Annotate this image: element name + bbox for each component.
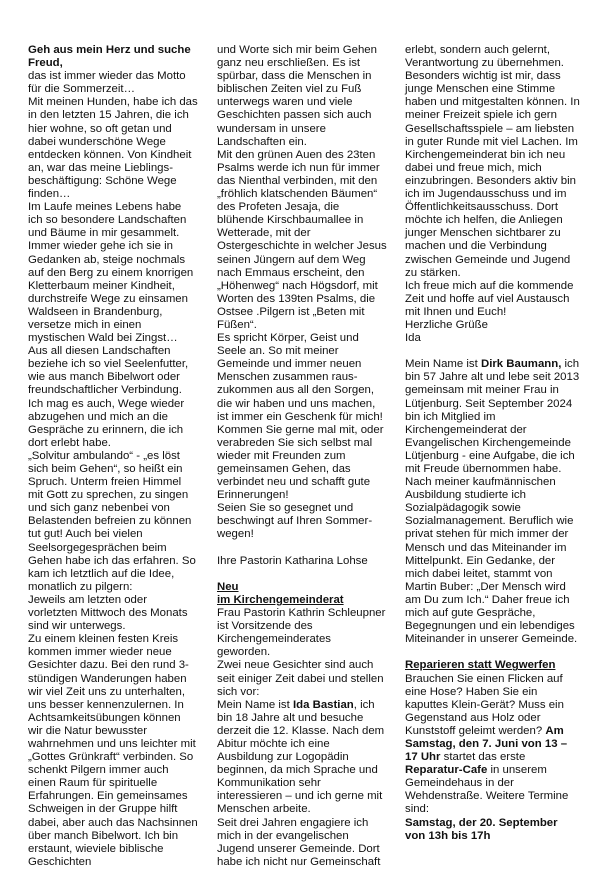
column-left: [28, 44, 198, 869]
ida-name: Ida Bastian: [292, 698, 354, 711]
repair-text: [405, 673, 580, 817]
dirk-name: Dirk Baumann,: [480, 358, 562, 371]
section-heading-new: Neu: [217, 580, 239, 593]
repair-cafe: Reparatur-Cafe: [405, 764, 488, 777]
ida-lead: Mein Name ist: [217, 698, 293, 711]
ida-intro: [217, 699, 387, 869]
dirk-text: ich bin 57 Jahre alt und lebe seit 2013 gemeinsam mit meiner Frau in Lütjenburg. Seit September 2024 bin ich Mitglied im Kirchengemeinderat der Evangelischen Kirchengemeinde Lütjenburg - eine Aufgabe, die ich mit Freude übernommen habe. Nach meiner kaufmännischen Ausbildung studierte ich Sozialpädagogik sowie Sozialmanagement. Beruflich wie privat stehen für mich immer der Mensch und das Miteinander im Mittelpunkt. Ein Gedanke, der mich dabei leitet, stammt von Martin Buber: „Der Mensch wird am Du zum Ich.“ Daher freue ich mich auf gute Gespräche, Begegnungen und ein lebendiges Miteinander in unserer Gemeinde.: [405, 358, 580, 646]
repair-location: in unserem Gemeindehaus in der Wehdenstraße. Weitere Termine sind:: [405, 764, 569, 816]
repair-date: Am Samstag, den 7. Juni von 13 – 17 Uhr: [405, 724, 568, 764]
dirk-intro: [405, 358, 580, 646]
ida-text: , ich bin 18 Jahre alt und besuche derzeit die 12. Klasse. Nach dem Abitur möchte ich eine Ausbildung zur Logopädin beginnen, da mich Sprache und Kommunikation sehr interessieren – und ich gerne mit Menschen arbeite. Seit drei Jahren engagiere ich mich in der evangelischen Jugend unserer Gemeinde. Dort habe ich nicht nur Gemeinschaft: [217, 698, 385, 868]
article-heading: Geh aus mein Herz und suche Freud,: [28, 44, 191, 70]
repair-intro: Brauchen Sie einen Flicken auf eine Hose? Haben Sie ein kaputtes Klein-Gerät? Muss ein Gegenstand aus Holz oder Kunststoff geleimt werden?: [405, 672, 564, 737]
column-middle: [217, 44, 387, 869]
dirk-lead: Mein Name ist: [405, 358, 481, 371]
section-heading-council: im Kirchengemeinderat: [217, 593, 344, 606]
article-body: das ist immer wieder das Motto für die Sommerzeit… Mit meinen Hunden, habe ich das in den letzten 15 Jahren, die ich hier wohne, so oft getan und dabei wunderschöne Wege entdecken können. Von Kindheit an, war das meine Lieblingsbeschäftigung: Schöne Wege finden… Im Laufe meines Lebens habe ich so besondere Landschaften und Bäume in mir gesammelt. Immer wieder gehe ich sie in Gedanken ab, steige nochmals auf den Berg zu einem knorrigen Kletterbaum meiner Kindheit, durchstreife Wege zu einsamen Waldseen in Brandenburg, versetze mich in einen mystischen Wald bei Zingst… Aus all diesen Landschaften beziehe ich so viel Seelenfutter, wie aus manch Bibelwort oder freundschaftlicher Verbindung. Ich mag es auch, Wege wieder abzugehen und mich an die Gespräche zu erinnern, die ich dort erlebt habe. „Solvitur ambulando“ - „es löst sich beim Gehen“, so heißt ein Spruch. Unterm freien Himmel mit Gott zu sprechen, zu singen und sich ganz nebenbei von Belastenden befreien zu können tut gut! Auch bei vielen Seelsorgegesprächen beim Gehen habe ich das erfahren. So kam ich letztlich auf die Idee, monatlich zu pilgern: Jeweils am letzten oder vorletzten Mittwoch des Monats sind wir unterwegs. Zu einem kleinen festen Kreis kommen immer wieder neue Gesichter dazu. Bei den rund 3-stündigen Wanderungen haben wir viel Zeit uns zu unterhalten, uns besser kennenzulernen. In Achtsamkeitsübungen können wir die Natur bewusster wahrnehmen und uns leichter mit „Gottes Grünkraft“ verbinden. So schenkt Pilgern immer auch einen Raum für spirituelle Erfahrungen. Ein gemeinsames Schweigen in der Gruppe hilft dabei, aber auch das Nachsinnen über manch Bibelwort. Ich bin erstaunt, wieviele biblische Geschichten: [28, 70, 198, 868]
repair-mid: startet das erste: [440, 751, 526, 764]
article-body-continued: und Worte sich mir beim Gehen ganz neu erschließen. Es ist spürbar, dass die Menschen in biblischen Zeiten viel zu Fuß unterwegs waren und viele Geschichten passen sich auch wundersam in unsere Landschaften ein. Mit den grünen Auen des 23ten Psalms werde ich nun für immer das Nienthal verbinden, mit den „fröhlich klatschenden Bäumen“ des Profeten Jesaja, die blühende Kirschbaumallee in Wetterade, mit der Ostergeschichte in welcher Jesus seinen Jüngern auf dem Weg nach Emmaus erscheint, den „Höhenweg“ nach Högsdorf, mit Worten des 139ten Psalms, die Ostsee .Pilgern ist „Beten mit Füßen“. Es spricht Körper, Geist und Seele an. So mit meiner Gemeinde und immer neuen Menschen zusammen rauszukommen aus all den Sorgen, die wir haben und uns machen, ist immer ein Geschenk für mich! Kommen Sie gerne mal mit, oder verabreden Sie sich selbst mal wieder mit Freunden zum gemeinsamen Gehen, das verbindet neu und schafft gute Erinnerungen! Seien Sie so gesegnet und beschwingt auf Ihren Sommerwegen!: [217, 44, 387, 541]
article-signature: Ihre Pastorin Katharina Lohse: [217, 554, 368, 567]
ida-text-continued: erlebt, sondern auch gelernt, Verantwortung zu übernehmen. Besonders wichtig ist mir, dass junge Menschen eine Stimme haben und mitgestalten können. In meiner Freizeit spiele ich gern Gesellschaftsspiele – am liebsten in guter Runde mit viel Lachen. Im Kirchengemeinderat bin ich neu dabei und freue mich, mich einzubringen. Besonders aktiv bin ich im Jugendausschuss und im Öffentlichkeitsausschuss. Dort möchte ich helfen, die Anliegen junger Menschen sichtbarer zu machen und die Verbindung zwischen Gemeinde und Jugend zu stärken. Ich freue mich auf die kommende Zeit und hoffe auf viel Austausch mit Ihnen und Euch! Herzliche Grüße Ida: [405, 44, 580, 345]
council-intro: Frau Pastorin Kathrin Schleupner ist Vorsitzende des Kirchengemeinderates geworden. Zwei neue Gesichter sind auch seit einiger Zeit dabei und stellen sich vor:: [217, 607, 386, 698]
repair-next-date: Samstag, der 20. September von 13h bis 17h: [405, 816, 558, 842]
repair-heading: Reparieren statt Wegwerfen: [405, 659, 556, 672]
column-right: [405, 44, 580, 843]
